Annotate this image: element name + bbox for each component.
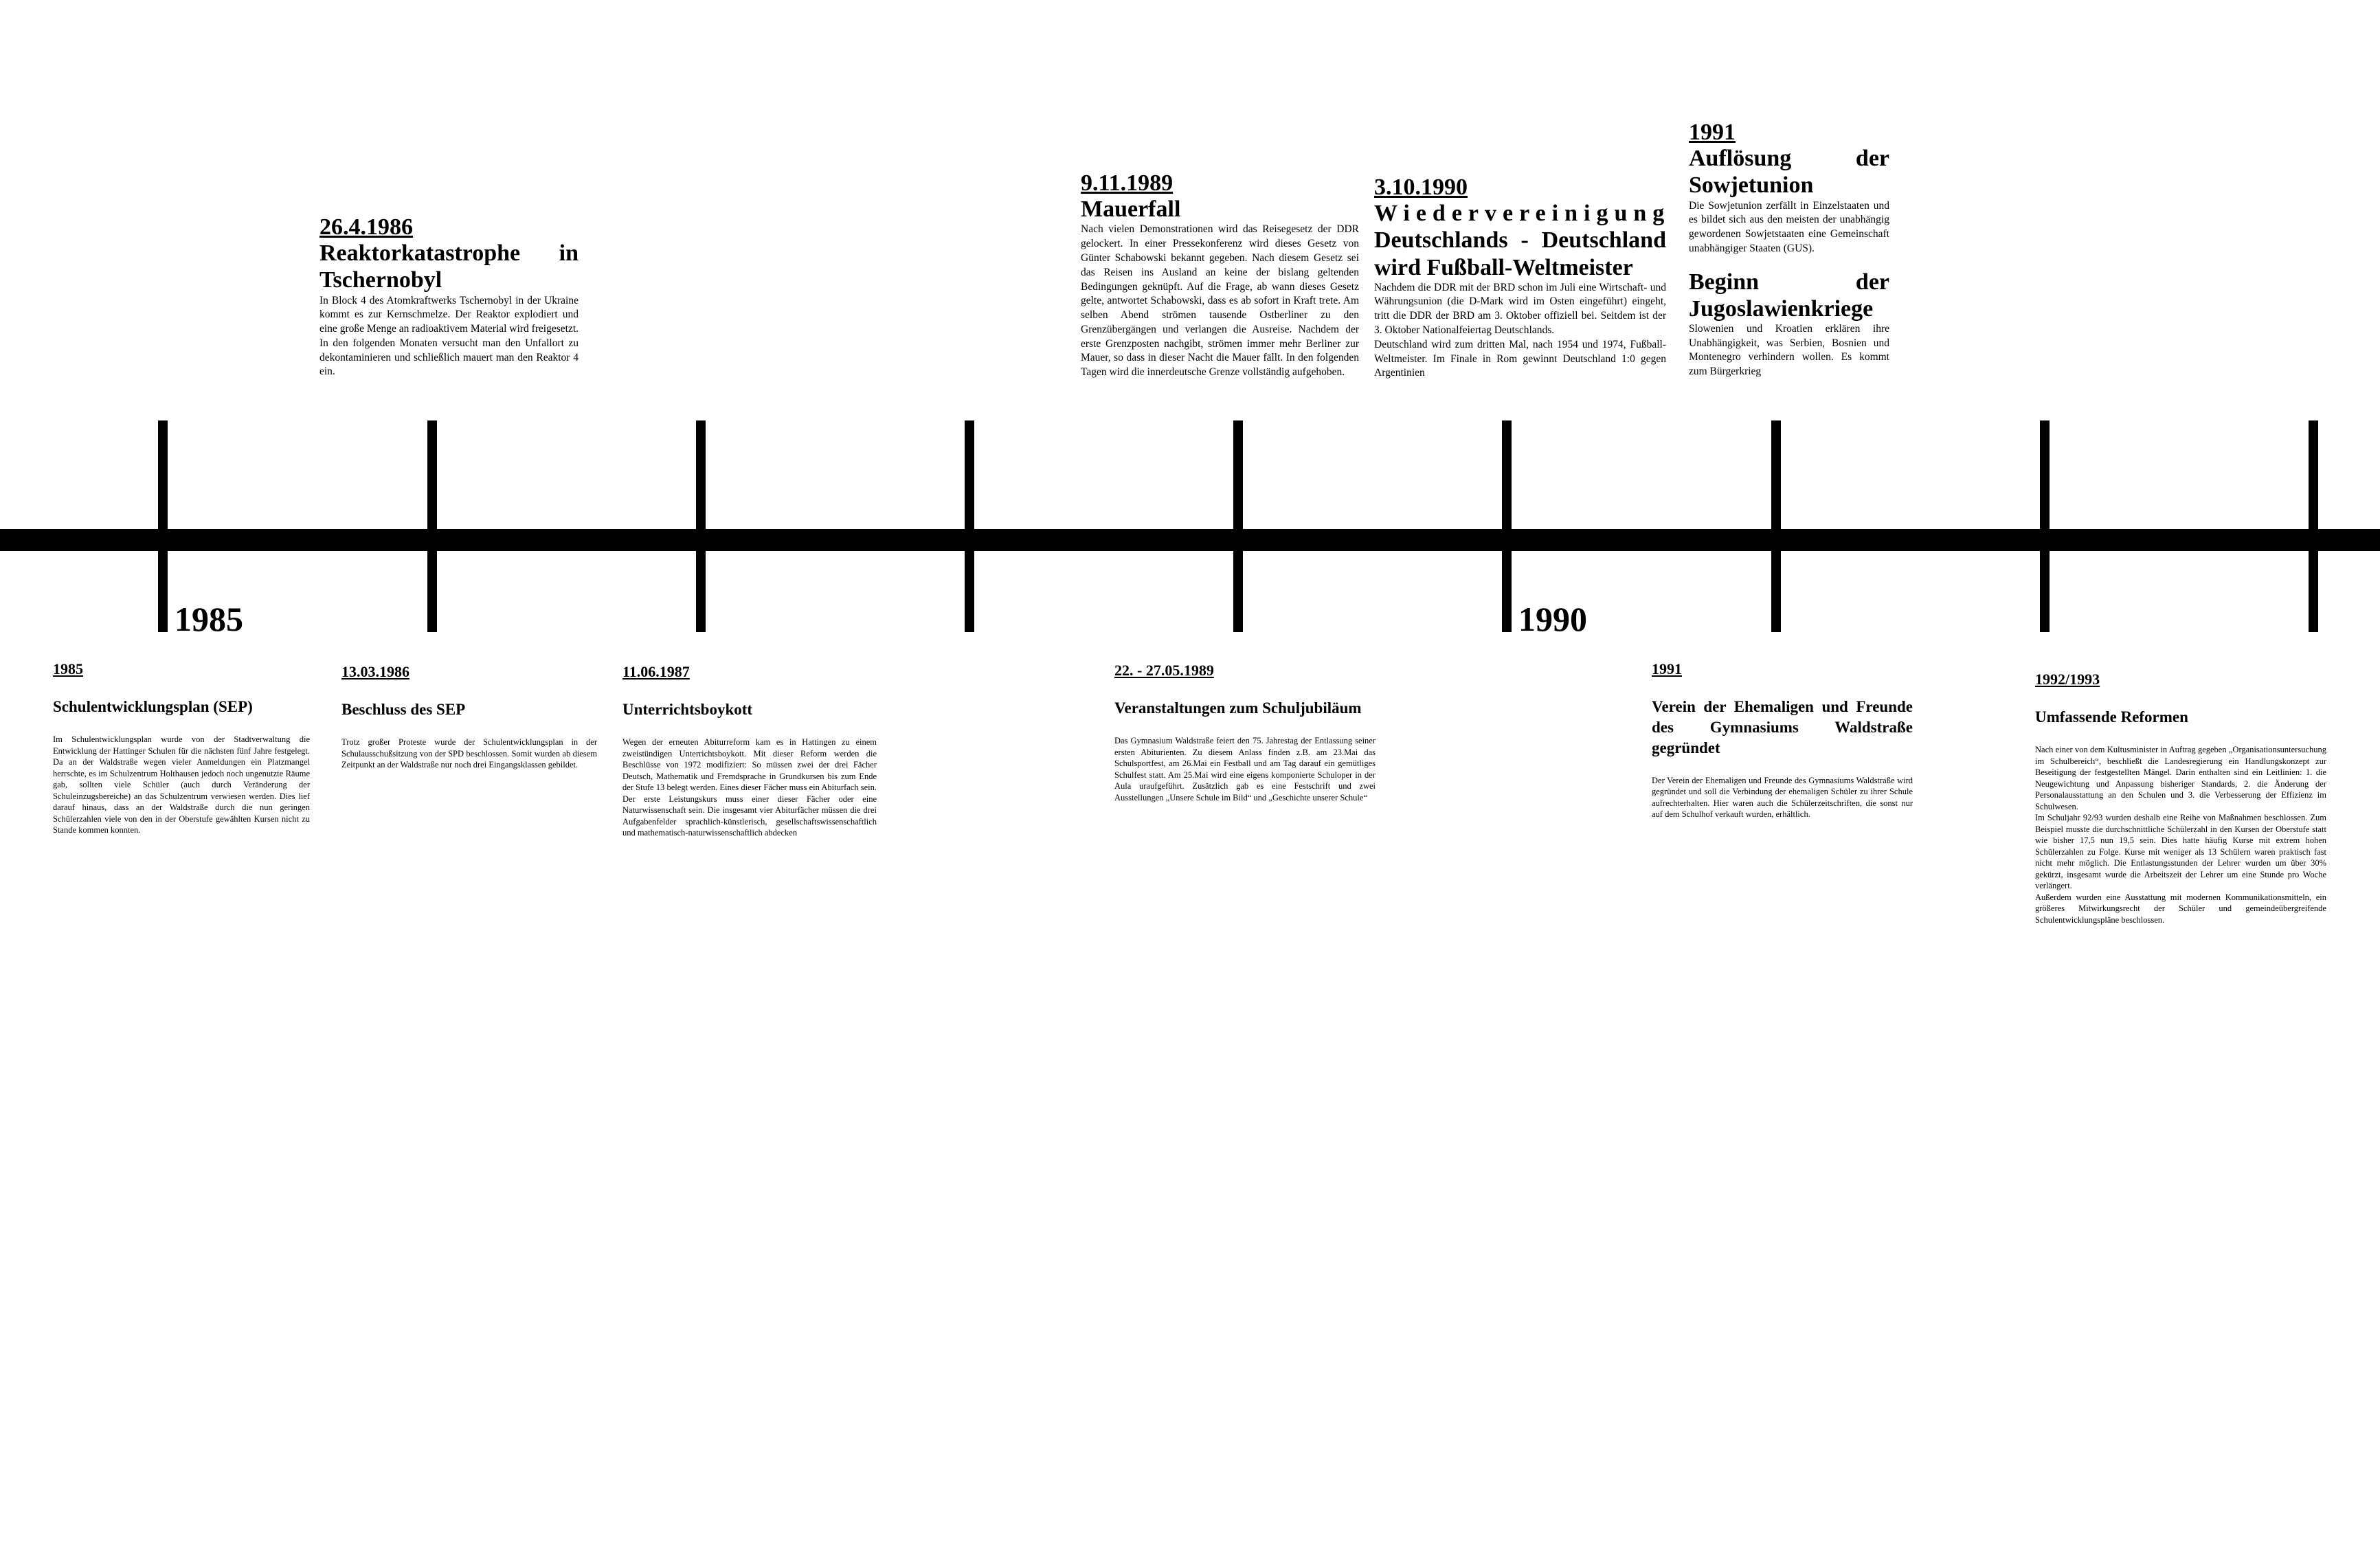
timeline-tick [427, 420, 437, 632]
timeline-tick [158, 420, 168, 632]
event-text-2: Im Schuljahr 92/93 wurden deshalb eine Reihe von Maßnahmen beschlossen. Zum Beispiel musste die durchschnittliche Schülerzahl in den Kursen der Oberstufe statt wie bisher 17,5 nun 19,5 sein. Dies hatte häufig Kurse mit extrem hohen Schülerzahlen zu Folge. Kurse mit weniger als 13 Schülern waren praktisch fast nicht mehr möglich. Die Entlastungsstunden der Lehrer wurden um über 30% gekürzt, insgesamt wurde die Arbeitszeit der Lehrer um eine Stunde pro Woche verlängert. [2035, 813, 2326, 891]
event-title-spaced: Wiedervereinigung [1374, 201, 1671, 227]
year-label-1985: 1985 [175, 600, 243, 638]
event-title: Veranstaltungen zum Schuljubiläum [1114, 699, 1362, 717]
event-text: Nach einer von dem Kultusminister in Auftrag gegeben „Organisationsuntersuchung im Schulbereich“, beschließt die Landesregierung ein Handlungskonzept zur Beseitigung der festgestellten Mängel. Darin enthalten sind ein Leitlinien: 1. die Neugewichtung und Anpassung bisheriger Standards, 2. die Änderung der Personalausstattung an den Schulen und 3. die Verbesserung der Effizienz im Schulwesen. [2035, 745, 2326, 811]
event-text: Nachdem die DDR mit der BRD schon im Juli eine Wirtschaft- und Währungsunion (die D-Mark wird im Osten eingeführt) eingeht, tritt die DDR der BRD am 3. Oktober offiziell bei. Seitdem ist der 3. Oktober Nationalfeiertag Deutschlands. [1374, 281, 1666, 336]
event-text: Die Sowjetunion zerfällt in Einzelstaaten und es bildet sich aus den meisten der unabhängig gewordenen Sowjetstaaten eine Gemeinschaft unabhängiger Staaten (GUS). [1689, 199, 1889, 254]
event-date: 9.11.1989 [1081, 170, 1174, 196]
event-text: In Block 4 des Atomkraftwerks Tschernobyl in der Ukraine kommt es zur Kernschmelze. Der Reaktor explodiert und eine große Menge an radioaktivem Material wird freigesetzt. In den folgenden Monaten versucht man den Unfallort zu dekontaminieren und schließlich mauert man den Reaktor 4 ein. [319, 294, 579, 378]
event-title: Verein der Ehemaligen und Freunde des Gymnasiums Waldstraße gegründet [1652, 698, 1913, 756]
event-date: 13.03.1986 [341, 663, 409, 680]
year-label-1990: 1990 [1518, 600, 1587, 638]
event-verein [1652, 661, 1913, 820]
event-sep [53, 661, 310, 836]
event-schuljubilaeum [1114, 662, 1376, 803]
timeline-tick [1233, 420, 1243, 632]
timeline-tick [1771, 420, 1781, 632]
timeline-tick [965, 420, 974, 632]
event-text-2: Slowenien und Kroatien erklären ihre Unabhängigkeit, was Serbien, Bosnien und Montenegro verhindern wollen. Es kommt zum Bürgerkrieg [1689, 322, 1889, 378]
event-date: 3.10.1990 [1374, 175, 1468, 200]
event-text: Nach vielen Demonstrationen wird das Reisegesetz der DDR gelockert. In einer Pressekonferenz wird dieses Gesetz von Günter Schabowski bekannt gegeben. Nach diesem Gesetz sei das Reisen ins Ausland an keine der bislang geltenden Bedingungen geknüpft. Auf die Frage, ab wann dieses Gesetz gelte, antwortet Schabowski, dass es ab sofort in Kraft trete. Am selben Abend strömen tausende Ostberliner zu den Grenzübergängen und verlangen die Ausreise. Nachdem der erste Grenzposten nachgibt, strömen immer mehr Berliner zur Mauer, so dass in dieser Nacht die Mauer fällt. In den folgenden Tagen wird die innerdeutsche Grenze vollständig aufgehoben. [1081, 223, 1359, 379]
event-date: 1992/1993 [2035, 671, 2100, 688]
event-title: Unterrichtsboykott [622, 701, 753, 719]
event-text-2: Deutschland wird zum dritten Mal, nach 1954 und 1974, Fußball-Weltmeister. Im Finale in Rom gewinnt Deutschland 1:0 gegen Argentinien [1374, 338, 1666, 379]
event-title: Schulentwicklungsplan (SEP) [53, 698, 253, 716]
event-text: Wegen der erneuten Abiturreform kam es in Hattingen zu einem zweistündigen Unterrichtsboykott. Mit dieser Reform werden die Beschlüsse von 1972 modifiziert: So müssen zwei der drei Fächer Deutsch, Mathematik und Fremdsprache in Grundkursen bis zum Ende der Stufe 13 belegt werden. Eines dieser Fächer muss ein Abiturfach sein. Der erste Leistungskurs muss einer dieser Fächer oder eine Naturwissenschaft sein. Die insgesamt vier Abiturfächer müssen die drei Aufgabenfelder sprachlich-künstlerisch, gesellschaftswissenschaftlich und mathematisch-naturwissenschaftlich abdecken [622, 737, 877, 838]
event-date: 1985 [53, 660, 83, 677]
event-reformen [2035, 671, 2326, 925]
event-text: Im Schulentwicklungsplan wurde von der Stadtverwaltung die Entwicklung der Hattinger Schulen für die nächsten fünf Jahre festgelegt. Da an der Waldstraße wegen vieler Anmeldungen ein Platzmangel herrschte, es im Schulzentrum Holthausen jedoch noch ungenutzte Räume gab, sollten viele Schüler (auch durch Veränderung der Schuleinzugsbereiche) an das Schulzentrum verwiesen werden. Dies lief darauf hinaus, dass an der Waldstraße durch die nun geringen Schülerzahlen viele von den in der Oberstufe gewählten Kursen nicht zu Stande kommen konnten. [53, 734, 310, 835]
event-text-3: Außerdem wurden eine Ausstattung mit modernen Kommunikationsmitteln, ein größeres Mitwirkungsrecht der Schüler und gemeindeübergreifende Schulentwicklungspläne beschlossen. [2035, 892, 2326, 925]
event-beschluss-sep [341, 664, 597, 771]
event-sowjetunion [1689, 120, 1889, 379]
event-wiedervereinigung [1374, 175, 1671, 381]
event-tschernobyl [319, 214, 579, 379]
event-title: Deutschlands - Deutschland wird Fußball-Weltmeister [1374, 227, 1666, 280]
timeline-tick [2309, 420, 2318, 632]
event-text: Der Verein der Ehemaligen und Freunde des Gymnasiums Waldstraße wird gegründet und soll die Verbindung der ehemaligen Schüler zu ihrer Schule aufrechterhalten. Hier waren auch die Schülerzeitschriften, die sonst nur auf dem Schulhof verkauft wurden, erhältlich. [1652, 775, 1913, 820]
event-unterrichtsboykott [622, 664, 877, 839]
timeline-axis [0, 529, 2380, 551]
event-title: Auflösung der Sowjetunion [1689, 146, 1889, 199]
event-title-2: Beginn der Jugoslawienkriege [1689, 269, 1889, 322]
timeline-tick [2040, 420, 2050, 632]
event-text: Trotz großer Proteste wurde der Schulentwicklungsplan in der Schulausschußsitzung von der SPD beschlossen. Somit wurden ab diesem Zeitpunkt an der Waldstraße nur noch drei Eingangsklassen gebildet. [341, 737, 597, 770]
timeline-tick [1502, 420, 1512, 632]
event-title: Mauerfall [1081, 196, 1181, 223]
event-date: 26.4.1986 [319, 214, 413, 240]
event-title: Reaktorkatastrophe in Tschernobyl [319, 240, 579, 293]
event-date: 11.06.1987 [622, 663, 690, 680]
timeline-tick [696, 420, 706, 632]
event-title: Beschluss des SEP [341, 701, 466, 719]
event-date: 1991 [1689, 120, 1736, 145]
event-mauerfall [1081, 170, 1359, 380]
event-text: Das Gymnasium Waldstraße feiert den 75. Jahrestag der Entlassung seiner ersten Abiturienten. Zu diesem Anlass finden z.B. am 23.Mai das Schulsportfest, am 26.Mai ein Festball und am Tag darauf ein gemütliges Schulfest statt. Am 25.Mai wird eine eigens komponierte Schuloper in der Aula uraufgeführt. Zusätzlich gab es eine Festschrift und zwei Ausstellungen „Unsere Schule im Bild“ und „Geschichte unserer Schule“ [1114, 736, 1376, 802]
event-date: 22. - 27.05.1989 [1114, 662, 1214, 679]
event-date: 1991 [1652, 660, 1682, 677]
event-title: Umfassende Reformen [2035, 708, 2188, 726]
